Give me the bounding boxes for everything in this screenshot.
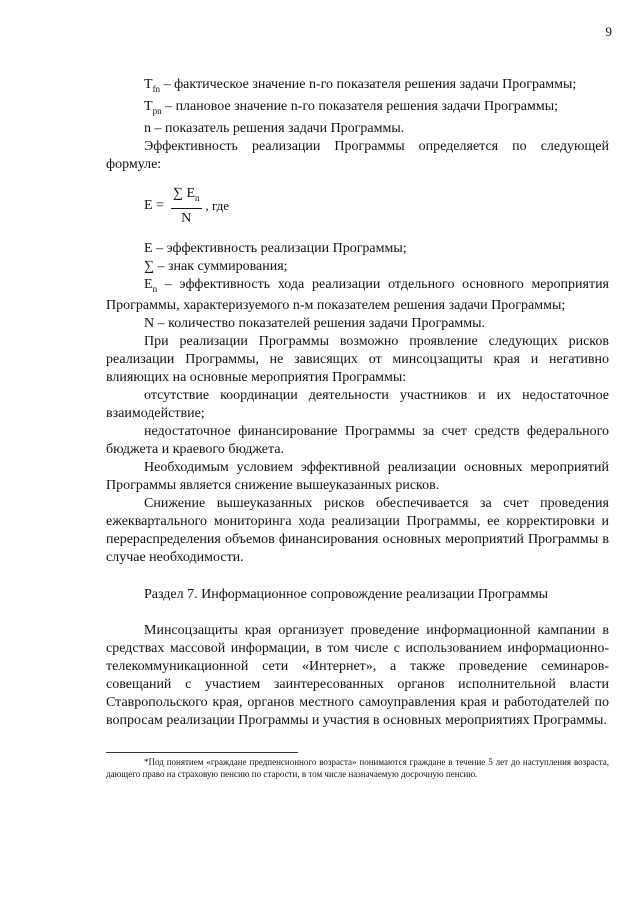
page-number: 9: [605, 24, 612, 39]
page-body: [106, 76, 609, 730]
tfn-definition: [106, 76, 609, 98]
footnote: [106, 756, 609, 780]
sum-description: – знак суммирования;: [153, 258, 288, 274]
reduction-paragraph: Снижение вышеуказанных рисков обеспечивается за счет проведения ежеквартального мониторинга хода реализации Программы, ее корректировки и перераспределения объемов финансирования основных мероприятий Программы в случае необходимости.: [106, 496, 609, 566]
tpn-symbol: T: [144, 98, 153, 114]
e-description: – эффективность реализации Программы;: [152, 240, 407, 256]
formula-fraction: [171, 185, 202, 227]
efficiency-intro: Эффективность реализации Программы определяется по следующей формуле:: [106, 138, 609, 172]
formula-tail: , где: [205, 197, 230, 213]
tfn-description: – фактическое значение n-го показателя решения задачи Программы;: [160, 77, 577, 92]
formula-sigma: ∑: [172, 185, 183, 201]
section-7-title: Раздел 7. Информационное сопровождение реализации Программы: [144, 587, 549, 603]
tpn-definition: [106, 98, 609, 120]
formula-denominator: N: [181, 210, 192, 226]
n-definition: [106, 120, 609, 138]
sum-definition: [106, 258, 609, 276]
tpn-subscript: pn: [152, 105, 162, 116]
risk-item-1: отсутствие координации деятельности участников и их недостаточное взаимодействие;: [106, 388, 609, 422]
n-description: – показатель решения задачи Программы.: [151, 120, 405, 136]
efficiency-formula: [144, 186, 609, 226]
nn-definition: [106, 315, 609, 333]
en-symbol: E: [144, 276, 153, 292]
risk-item-2: недостаточное финансирование Программы за счет средств федерального бюджета и краевого бюджета.: [106, 424, 609, 458]
nn-symbol: N: [144, 316, 155, 332]
n-symbol: n: [144, 120, 151, 136]
tfn-symbol: T: [144, 77, 153, 92]
formula-numerator: [171, 185, 202, 209]
tfn-subscript: fn: [152, 83, 161, 94]
formula-num-sub: n: [195, 192, 200, 203]
en-description: – эффективность хода реализации отдельного основного мероприятия Программы, характеризуемого n-м показателем решения задачи Программы;: [106, 276, 609, 314]
footnote-text: *Под понятием «граждане предпенсионного возраста» понимаются граждане в течение 5 лет до наступления возраста, дающего право на страховую пенсию по старости, в том числе назначаемую досрочную пенсию.: [106, 757, 609, 779]
tpn-description: – плановое значение n-го показателя решения задачи Программы;: [161, 98, 559, 114]
formula-num-var: E: [186, 185, 195, 201]
risks-intro-paragraph: При реализации Программы возможно проявление следующих рисков реализации Программы, не зависящих от минсоцзащиты края и негативно влияющих на основные мероприятия Программы:: [106, 334, 609, 386]
formula-lhs: E =: [144, 197, 164, 213]
condition-paragraph: Необходимым условием эффективной реализации основных мероприятий Программы является снижение вышеуказанных рисков.: [106, 460, 609, 494]
sum-symbol: ∑: [144, 258, 154, 274]
info-paragraph: Минсоцзащиты края организует проведение информационной кампании в средствах массовой информации, в том числе с использованием информационно-телекоммуникационной сети «Интернет», а также проведение семинаров-совещаний с участием заинтересованных органов исполнительной власти Ставропольского края, органов местного самоуправления края и работодателей по вопросам реализации Программы и участия в основных мероприятиях Программы.: [106, 623, 609, 729]
en-definition: [106, 276, 609, 316]
footnote-divider: [106, 752, 298, 753]
e-definition: [106, 240, 609, 258]
e-symbol: E: [144, 240, 153, 256]
en-subscript: n: [152, 283, 158, 294]
nn-description: – количество показателей решения задачи Программы.: [154, 316, 486, 332]
